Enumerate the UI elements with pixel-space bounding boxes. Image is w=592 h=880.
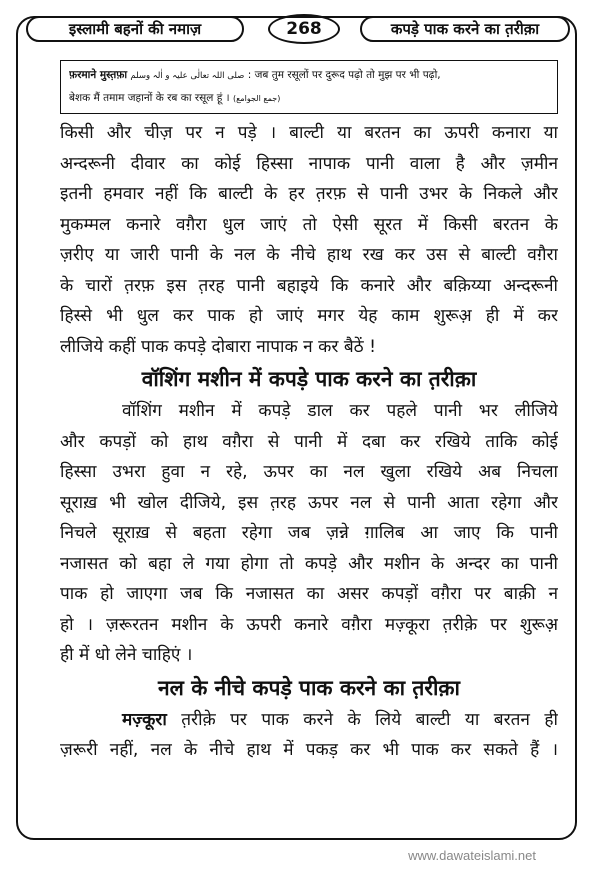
hadith-source: (جمع الجوامع) [232, 94, 281, 103]
page-number: 268 [268, 14, 340, 44]
text-line: और कपड़ों को हाथ वग़ैरा से पानी में दबा कर रखिये ताकि कोई [60, 431, 558, 452]
section-heading-washing-machine: वॉशिंग मशीन में कपड़े पाक करने का त़रीक़ा [141, 367, 477, 391]
text-line: ज़रूरी नहीं, नल के नीचे हाथ में पकड़ कर भी पाक कर सकते हैं । [60, 740, 558, 760]
hadith-lead: फ़रमाने मुस्त़फ़ा [69, 69, 128, 81]
text-line: ज़रीए या जारी पानी के नल के नीचे हाथ रख कर उस से बाल्टी वग़ैरा [60, 245, 558, 265]
text-line: ही में धो लेने चाहिएं । [60, 645, 193, 665]
paragraph-2 [60, 396, 558, 671]
text-line: निचले सूराख़ से बहता रहेगा जब ज़न्ने ग़ालिब आ जाए कि पानी [60, 523, 558, 543]
text-line: हिस्सा उभरा हुवा न रहे, ऊपर का नल खुला रखिये अब निचला [60, 462, 558, 482]
text-line: किसी और चीज़ पर न पड़े । बाल्टी या बरतन का ऊपरी कनारा या [60, 123, 558, 143]
line-rest: त़रीक़े पर पाक करने के लिये बाल्टी या बरतन ही [166, 709, 558, 730]
book-title: इस्लामी बहनों की नमाज़ [26, 16, 244, 42]
hadith-line2-text: बेशक मैं तमाम जहानों के रब का रसूल हूं । [69, 92, 230, 104]
hadith-box [60, 60, 558, 114]
hadith-line1-text: : जब तुम रसूलों पर दुरूद पढ़ो तो मुझ पर भी पढ़ो, [247, 69, 441, 81]
hadith-line-2 [69, 87, 549, 110]
text-line: लीजिये कहीं पाक कपड़े दोबारा नापाक न कर बैठें ! [60, 336, 376, 357]
hadith-line-1 [69, 64, 549, 87]
arabic-blessing: صلی اللہ تعالٰی علیہ و اٰلہ وسلم [130, 71, 245, 81]
text-line: इतनी हमवार नहीं कि बाल्टी के हर त़रफ़ से पानी उभर के निकले और [60, 184, 558, 204]
text-line: नजासत को बहा ले गया होगा तो कपड़े और मशीन के अन्दर का पानी [60, 553, 558, 574]
text-line: अन्दरूनी दीवार का कोई हिस्सा नापाक पानी वाला है और ज़मीन [60, 153, 558, 174]
text-line: सूराख़ भी खोल दीजिये, इस त़रह ऊपर नल से पानी आता रहेगा और [60, 492, 558, 513]
page-header [20, 14, 574, 48]
text-line: हो । ज़रूरतन मशीन के ऊपरी कनारे वग़ैरा मज़्कूरा त़रीक़े पर शुरूअ़ [60, 614, 558, 635]
website-footer: www.dawateislami.net [408, 848, 536, 863]
text-line: के चारों त़रफ़ इस त़रह पानी बहाइये कि कनारे और बक़िय्या अन्दरूनी [60, 275, 558, 296]
text-line: मुकम्मल कनारे वग़ैरा धुल जाएं तो ऐसी सूरत में किसी बरतन के [60, 214, 558, 235]
paragraph-1 [60, 118, 558, 362]
text-line: पाक हो जाएगा जब कि नजासत का असर कपड़ों वग़ैरा पर बाक़ी न [60, 584, 558, 604]
text-line [60, 705, 558, 736]
bold-first-word: मज़्कूरा [122, 709, 167, 730]
text-line: वॉशिंग मशीन में कपड़े डाल कर पहले पानी भर लीजिये [122, 401, 558, 421]
section-heading-tap: नल के नीचे कपड़े पाक करने का त़रीक़ा [158, 675, 460, 700]
page-content [60, 118, 558, 766]
paragraph-3 [60, 705, 558, 766]
text-line: हिस्से भी धुल कर पाक हो जाएं मगर येह काम शुरूअ़ ही में कर [60, 306, 558, 326]
chapter-title: कपड़े पाक करने का त़रीक़ा [360, 16, 570, 42]
